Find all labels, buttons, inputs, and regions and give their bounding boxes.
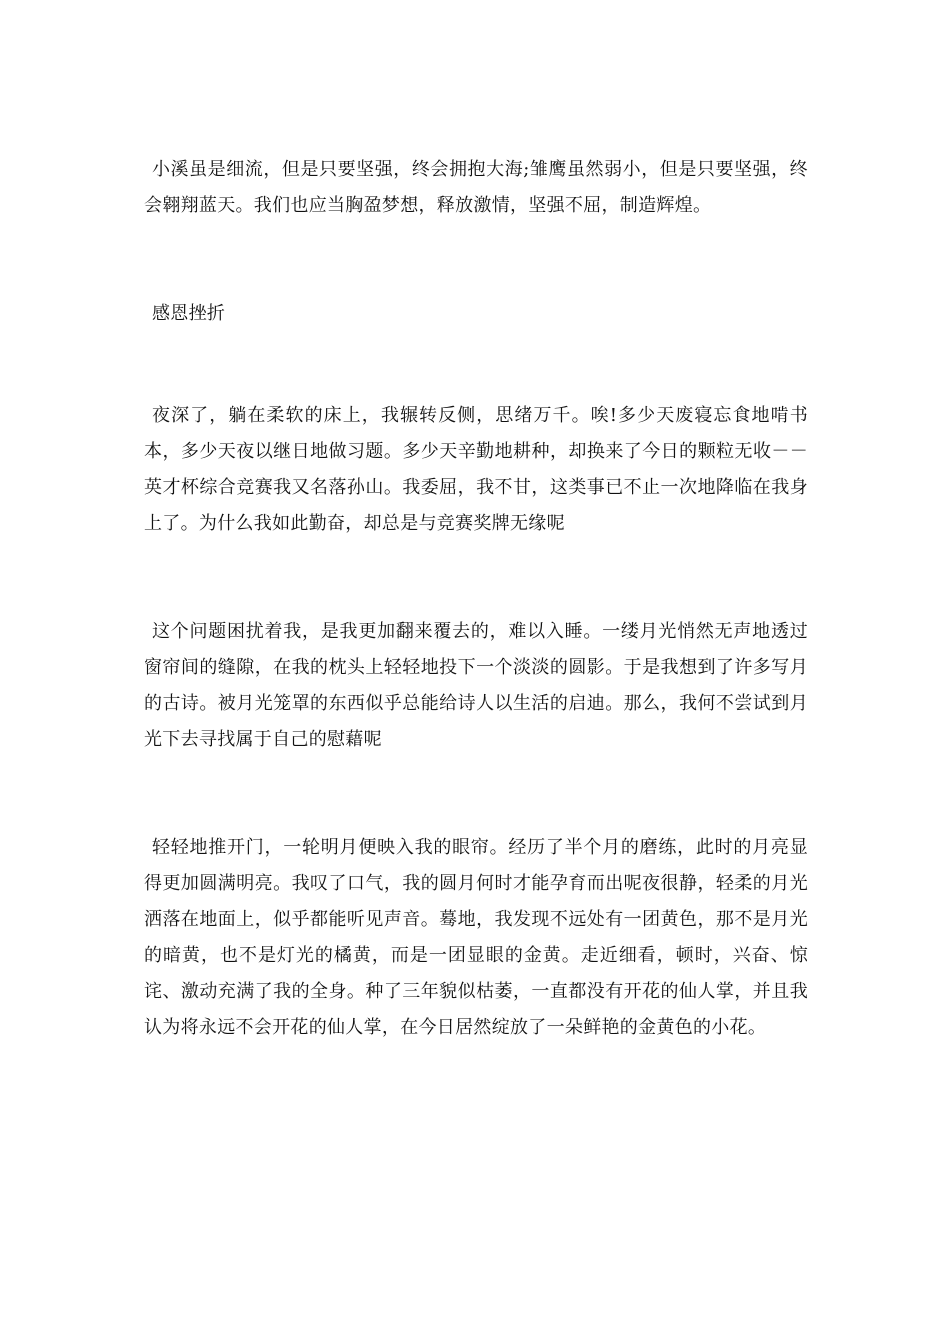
section-title: 感恩挫折 [152, 303, 226, 324]
paragraph-cactus-flower: 轻轻地推开门，一轮明月便映入我的眼帘。经历了半个月的磨练，此时的月亮显得更加圆满明亮。我叹了口气，我的圆月何时才能孕育而出呢夜很静，轻柔的月光洒落在地面上，似乎都能听见声音。蓦地，我发现不远处有一团黄色，那不是月光的暗黄，也不是灯光的橘黄，而是一团显眼的金黄。走近细看，顿时，兴奋、惊诧、激动充满了我的全身。种了三年貌似枯萎，一直都没有开花的仙人掌，并且我认为将永远不会开花的仙人掌，在今日居然绽放了一朵鲜艳的金黄色的小花。 [144, 837, 808, 1038]
paragraph-intro: 小溪虽是细流，但是只要坚强，终会拥抱大海;雏鹰虽然弱小，但是只要坚强，终会翱翔蓝天。我们也应当胸盈梦想，释放激情，坚强不屈，制造辉煌。 [144, 159, 808, 216]
paragraph-moonlight: 这个问题困扰着我，是我更加翻来覆去的，难以入睡。一缕月光悄然无声地透过窗帘间的缝隙，在我的枕头上轻轻地投下一个淡淡的圆影。于是我想到了许多写月的古诗。被月光笼罩的东西似乎总能给诗人以生活的启迪。那么，我何不尝试到月光下去寻找属于自己的慰藉呢 [144, 621, 808, 750]
paragraph-night: 夜深了，躺在柔软的床上，我辗转反侧，思绪万千。唉!多少天废寝忘食地啃书本，多少天夜以继日地做习题。多少天辛勤地耕种，却换来了今日的颗粒无收－－英才杯综合竞赛我又名落孙山。我委屈，我不甘，这类事已不止一次地降临在我身上了。为什么我如此勤奋，却总是与竞赛奖牌无缘呢 [144, 405, 808, 534]
